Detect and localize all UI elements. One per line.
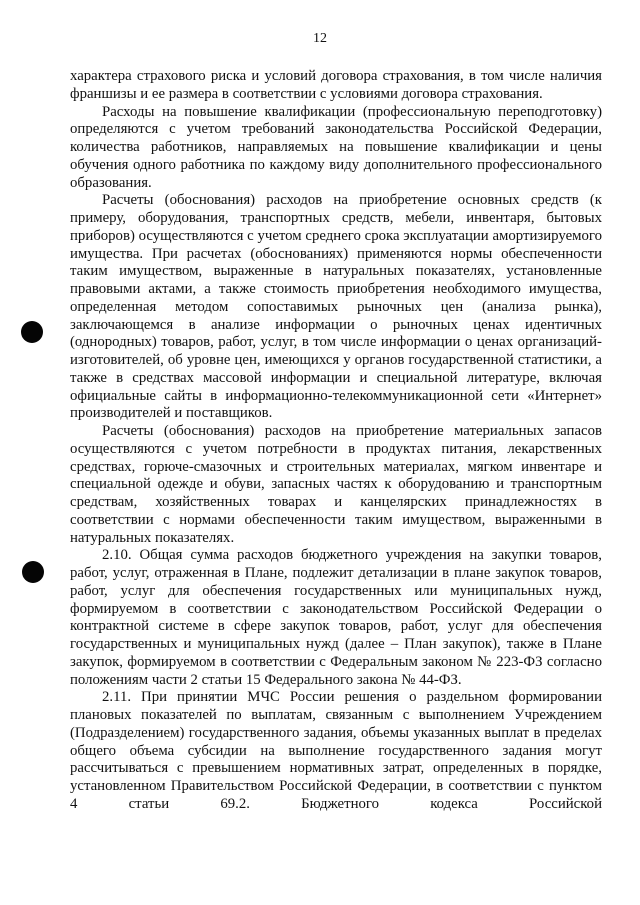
paragraph-qualification-costs: Расходы на повышение квалификации (профессиональную переподготовку) определяются с учетом требований законодательства Российской Федерации, количества работников, направляемых на повышение квалификации и цены обучения одного работника по каждому виду дополнительного профессионального образования.: [70, 103, 602, 191]
punch-hole-top: [21, 321, 43, 343]
document-body: [70, 68, 602, 814]
page-number: 12: [313, 31, 327, 46]
paragraph-insurance-continuation: характера страхового риска и условий договора страхования, в том числе наличия франшизы и ее размера в соответствии с условиями договора страхования.: [70, 68, 602, 102]
paragraph-material-stocks: Расчеты (обоснования) расходов на приобретение материальных запасов осуществляются с учетом потребности в продуктах питания, лекарственных средствах, горюче-смазочных и строительных материалах, мягком инвентаре и специальной одежде и обуви, запасных частях к оборудованию и транспортным средствам, хозяйственных товарах и канцелярских принадлежностях в соответствии с нормами обеспеченности таким имуществом, выраженными в натуральных показателях.: [70, 423, 602, 546]
paragraph-section-2-11: 2.11. При принятии МЧС России решения о раздельном формировании плановых показателей по выплатам, связанным с выполнением Учреждением (Подразделением) государственного задания, объемы указанных выплат в пределах общего объема субсидии на выполнение государственного задания могут рассчитываться с превышением нормативных затрат, определенных в порядке, установленном Правительством Российской Федерации, в соответствии с пунктом 4 статьи 69.2. Бюджетного кодекса Российской: [70, 689, 602, 812]
paragraph-section-2-10: 2.10. Общая сумма расходов бюджетного учреждения на закупки товаров, работ, услуг, отраженная в Плане, подлежит детализации в плане закупок товаров, работ, услуг для обеспечения государственных или муниципальных нужд, формируемом в соответствии с законодательством Российской Федерации о контрактной системе в сфере закупок товаров, работ, услуг для обеспечения государственных и муниципальных нужд (далее – План закупок), также в Плане закупок, формируемом в соответствии с Федеральным законом № 223-ФЗ согласно положениям части 2 статьи 15 Федерального закона № 44-ФЗ.: [70, 547, 602, 688]
paragraph-fixed-assets: Расчеты (обоснования) расходов на приобретение основных средств (к примеру, оборудования, транспортных средств, мебели, инвентаря, бытовых приборов) осуществляются с учетом среднего срока эксплуатации амортизируемого имущества. При расчетах (обоснованиях) применяются нормы обеспеченности таким имуществом, выраженные в натуральных показателях, установленные правовыми актами, а также стоимость приобретения необходимого имущества, определенная методом сопоставимых рыночных цен (анализа рынка), заключающемся в анализе информации о рыночных ценах идентичных (однородных) товаров, работ, услуг, в том числе информации о ценах организаций-изготовителей, об уровне цен, имеющихся у органов государственной статистики, а также в средствах массовой информации и специальной литературе, включая официальные сайты в информационно-телекоммуникационной сети «Интернет» производителей и поставщиков.: [70, 192, 602, 422]
punch-hole-bottom: [22, 561, 44, 583]
